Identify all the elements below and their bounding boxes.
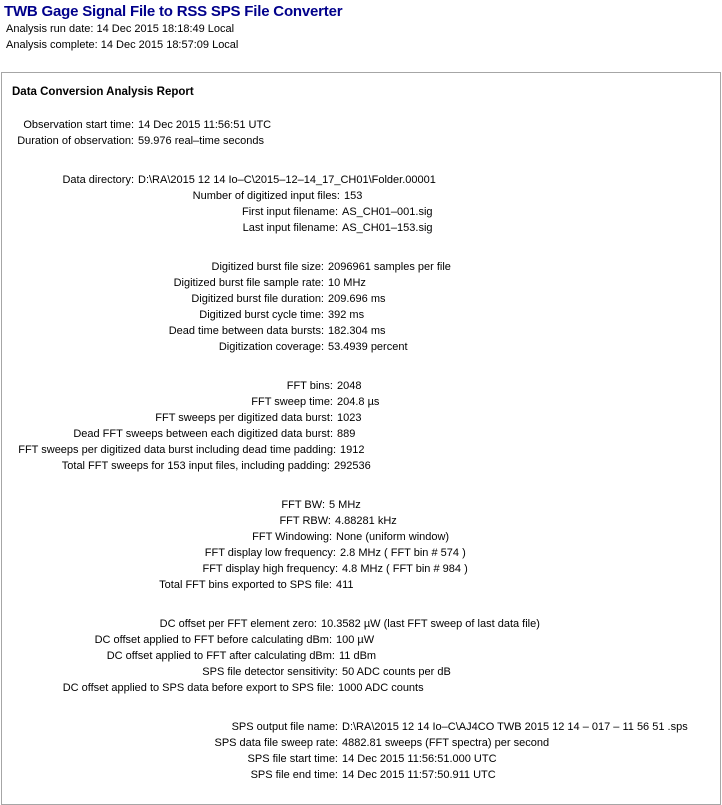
report-line xyxy=(2,220,720,236)
report-line-label: Digitization coverage: xyxy=(218,341,324,353)
report-line-value: 392 ms xyxy=(328,309,365,321)
report-groups xyxy=(2,117,720,783)
report-line xyxy=(2,291,720,307)
report-line xyxy=(2,632,720,648)
report-line xyxy=(2,545,720,561)
report-line xyxy=(2,259,720,275)
report-group xyxy=(2,259,720,355)
report-line xyxy=(2,323,720,339)
report-line-label: Observation start time: xyxy=(23,119,134,131)
report-line xyxy=(2,680,720,696)
report-line-value: 14 Dec 2015 11:57:50.911 UTC xyxy=(342,769,496,781)
report-line-value: 2.8 MHz ( FFT bin # 574 ) xyxy=(340,547,466,559)
report-line xyxy=(2,577,720,593)
report-line xyxy=(2,513,720,529)
report-line-value: None (uniform window) xyxy=(336,531,450,543)
report-line-label: FFT sweep time: xyxy=(251,396,333,408)
report-line xyxy=(2,426,720,442)
report-line-value: 14 Dec 2015 11:56:51 UTC xyxy=(138,119,272,131)
report-line-value: 1023 xyxy=(337,412,362,424)
report-line xyxy=(2,339,720,355)
page-title: TWB Gage Signal File to RSS SPS File Converter xyxy=(4,3,343,20)
report-line-label: Total FFT sweeps for 153 input files, including padding: xyxy=(61,460,330,472)
report-line-label: Data directory: xyxy=(62,174,134,186)
report-line-label: FFT display high frequency: xyxy=(202,563,338,575)
report-line-label: FFT Windowing: xyxy=(252,531,332,543)
report-line-value: 50 ADC counts per dB xyxy=(342,666,451,678)
report-line-label: DC offset applied to FFT after calculating dBm: xyxy=(106,650,335,662)
report-line xyxy=(2,275,720,291)
report-line xyxy=(2,664,720,680)
report-line xyxy=(2,188,720,204)
report-line-label: Dead time between data bursts: xyxy=(168,325,324,337)
report-line-label: FFT sweeps per digitized data burst including dead time padding: xyxy=(18,444,336,456)
report-line xyxy=(2,719,720,735)
report-line xyxy=(2,307,720,323)
report-line-label: Total FFT bins exported to SPS file: xyxy=(159,579,332,591)
report-line-value: 2048 xyxy=(337,380,362,392)
report-line-value: 10 MHz xyxy=(328,277,366,289)
report-line xyxy=(2,378,720,394)
report-line-label: DC offset applied to FFT before calculating dBm: xyxy=(94,634,332,646)
report-line-value: AS_CH01–001.sig xyxy=(342,206,433,218)
report-line xyxy=(2,133,720,149)
report-line-label: Digitized burst file duration: xyxy=(191,293,324,305)
report-line-value: 59.976 real–time seconds xyxy=(138,135,264,147)
report-line-value: 5 MHz xyxy=(329,499,361,511)
report-line-label: FFT bins: xyxy=(286,380,333,392)
report-line-value: 4.8 MHz ( FFT bin # 984 ) xyxy=(342,563,468,575)
report-line xyxy=(2,616,720,632)
report-line-label: DC offset applied to SPS data before export to SPS file: xyxy=(62,682,334,694)
report-line-value: 11 dBm xyxy=(339,650,377,662)
report-line-label: SPS file detector sensitivity: xyxy=(202,666,338,678)
report-line-value: 53.4939 percent xyxy=(328,341,408,353)
report-line-value: 1000 ADC counts xyxy=(338,682,424,694)
report-line xyxy=(2,648,720,664)
report-line-label: SPS output file name: xyxy=(231,721,338,733)
report-line-value: 411 xyxy=(336,579,354,591)
report-line-value: 889 xyxy=(337,428,356,440)
report-line-label: Digitized burst file sample rate: xyxy=(173,277,324,289)
report-line xyxy=(2,529,720,545)
report-line xyxy=(2,394,720,410)
report-line xyxy=(2,410,720,426)
analysis-run-date: Analysis run date: 14 Dec 2015 18:18:49 Local xyxy=(6,23,235,35)
report-line-label: Digitized burst file size: xyxy=(211,261,324,273)
report-line-label: FFT display low frequency: xyxy=(204,547,336,559)
report-line-label: FFT sweeps per digitized data burst: xyxy=(155,412,333,424)
report-group xyxy=(2,719,720,783)
report-line-label: Dead FFT sweeps between each digitized data burst: xyxy=(73,428,333,440)
report-line-value: 1912 xyxy=(340,444,365,456)
report-line-value: 204.8 µs xyxy=(337,396,380,408)
report-line-value: 4.88281 kHz xyxy=(335,515,397,527)
analysis-complete: Analysis complete: 14 Dec 2015 18:57:09 Local xyxy=(6,39,239,51)
report-line xyxy=(2,767,720,783)
page-header xyxy=(0,0,722,53)
report-line-value: 182.304 ms xyxy=(328,325,386,337)
report-line-value: 14 Dec 2015 11:56:51.000 UTC xyxy=(342,753,497,765)
report-group xyxy=(2,497,720,593)
report-heading: Data Conversion Analysis Report xyxy=(12,86,194,98)
report-group xyxy=(2,117,720,149)
report-line-value: 153 xyxy=(344,190,363,202)
report-line-label: SPS file end time: xyxy=(250,769,338,781)
report-line-label: SPS file start time: xyxy=(247,753,338,765)
report-line-value: 292536 xyxy=(334,460,371,472)
report-line xyxy=(2,458,720,474)
report-line-label: Last input filename: xyxy=(242,222,338,234)
report-line xyxy=(2,735,720,751)
report-line-label: FFT RBW: xyxy=(279,515,331,527)
report-line xyxy=(2,117,720,133)
report-line xyxy=(2,204,720,220)
report-line-value: 10.3582 µW (last FFT sweep of last data file) xyxy=(321,618,540,630)
report-group xyxy=(2,378,720,474)
report-group xyxy=(2,616,720,696)
report-line-value: 100 µW xyxy=(336,634,375,646)
report-line-label: Number of digitized input files: xyxy=(192,190,340,202)
report-line xyxy=(2,172,720,188)
report-line-label: DC offset per FFT element zero: xyxy=(159,618,317,630)
report-line-label: First input filename: xyxy=(242,206,338,218)
report-line-label: SPS data file sweep rate: xyxy=(214,737,338,749)
report-line-label: Duration of observation: xyxy=(17,135,134,147)
report-line xyxy=(2,497,720,513)
report-line-value: D:\RA\2015 12 14 Io–C\2015–12–14_17_CH01\Folder.00001 xyxy=(138,174,436,186)
report-line xyxy=(2,442,720,458)
report-line-value: 209.696 ms xyxy=(328,293,386,305)
report-line-label: Digitized burst cycle time: xyxy=(199,309,324,321)
report-line xyxy=(2,561,720,577)
report-panel xyxy=(1,72,721,805)
report-line-label: FFT BW: xyxy=(281,499,325,511)
report-line-value: AS_CH01–153.sig xyxy=(342,222,433,234)
report-line xyxy=(2,751,720,767)
report-line-value: 2096961 samples per file xyxy=(328,261,451,273)
report-line-value: 4882.81 sweeps (FFT spectra) per second xyxy=(342,737,550,749)
report-group xyxy=(2,172,720,236)
report-line-value: D:\RA\2015 12 14 Io–C\AJ4CO TWB 2015 12 14 – 017 – 11 56 51 .sps xyxy=(342,721,688,733)
